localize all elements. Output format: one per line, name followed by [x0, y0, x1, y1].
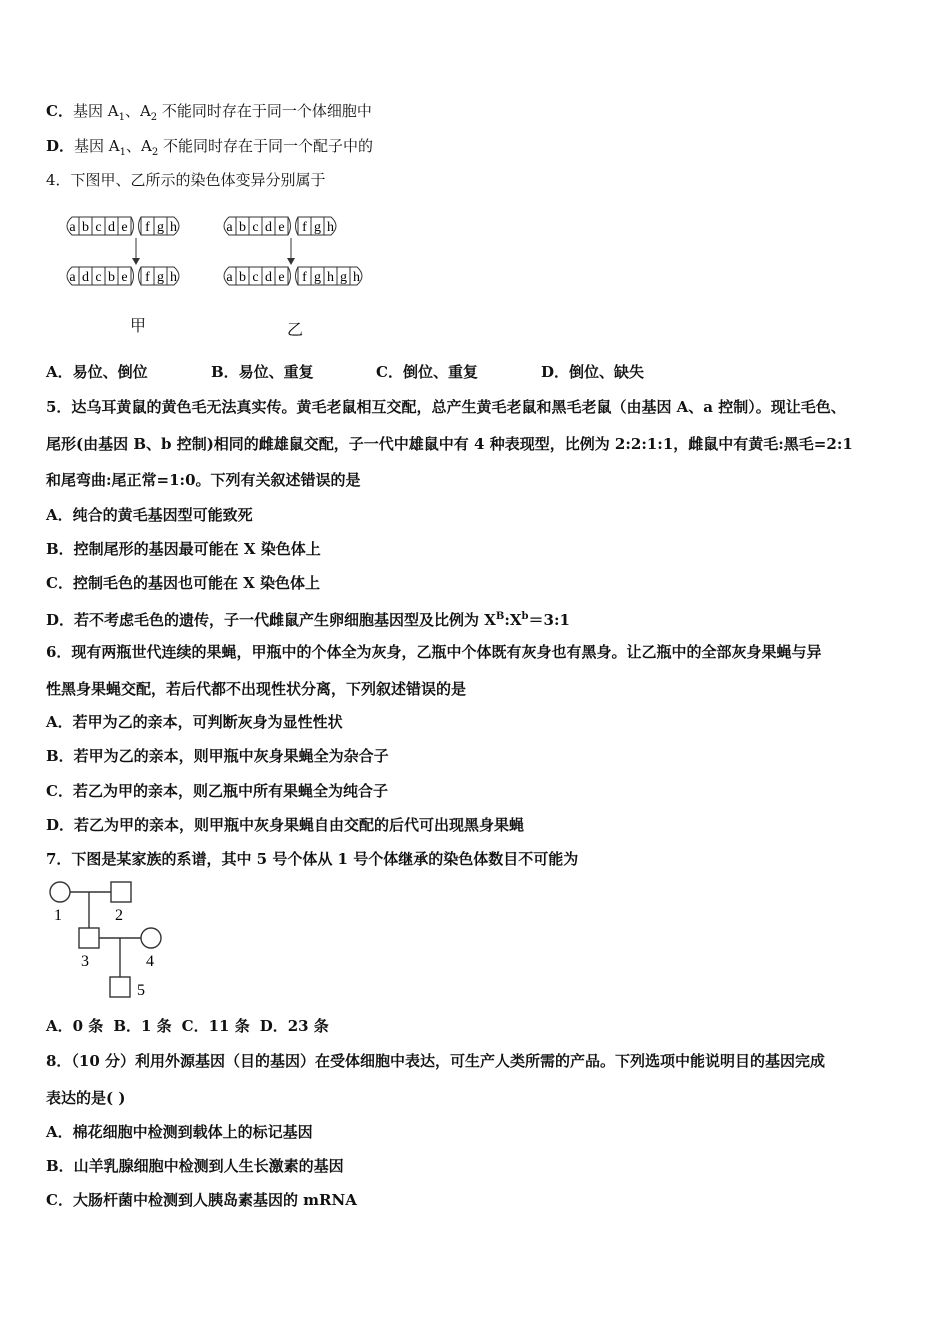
option-letter: D． [46, 137, 75, 155]
q8-option-b: B．山羊乳腺细胞中检测到人生长激素的基因 [46, 1157, 344, 1175]
option-text-pre: 基因 A [72, 102, 119, 120]
q8-option-a: A．棉花细胞中检测到载体上的标记基因 [46, 1123, 313, 1141]
q8-option-c: C．大肠杆菌中检测到人胰岛素基因的 mRNA [46, 1191, 357, 1209]
q4-stem: 4．下图甲、乙所示的染色体变异分别属于 [46, 171, 326, 189]
subscript: 1 [119, 147, 126, 158]
gene-label: f [145, 270, 150, 285]
centromere [288, 267, 298, 285]
gene-label: d [265, 270, 272, 285]
superscript: B [495, 611, 505, 622]
pedigree-label-4: 4 [146, 953, 154, 970]
chromosome-jia-original [67, 217, 179, 235]
q4-option-d: D．倒位、缺失 [541, 363, 645, 381]
q6-stem-line2: 性黑身果蝇交配，若后代都不出现性状分离，下列叙述错误的是 [46, 680, 467, 698]
gene-label: h [170, 270, 177, 285]
gene-label: c [252, 270, 259, 285]
gene-label: g [314, 220, 321, 235]
q4-options [46, 362, 644, 382]
option-text-mid: :X [504, 611, 522, 629]
q6-stem-line1: 6．现有两瓶世代连续的果蝇，甲瓶中的个体全为灰身，乙瓶中个体既有灰身也有黑身。让乙瓶中的全部灰身果蝇与异 [46, 643, 822, 661]
gene-label: f [302, 220, 307, 235]
q5-option-a: A．纯合的黄毛基因型可能致死 [46, 506, 253, 524]
gene-label: a [69, 270, 76, 285]
gene-label: a [226, 220, 233, 235]
chromosome-diagram [60, 208, 400, 298]
q5-option-d [46, 607, 570, 630]
arrowhead-jia [132, 258, 140, 265]
superscript: b [521, 611, 529, 622]
q3-option-c [46, 101, 372, 128]
q6-option-a: A．若甲为乙的亲本，可判断灰身为显性性状 [46, 713, 343, 731]
centromere [131, 267, 141, 285]
chromosome-yi-original [224, 217, 336, 235]
q7-options [46, 1016, 329, 1036]
arrowhead-yi [287, 258, 295, 265]
gene-label: a [226, 270, 233, 285]
gene-label: d [82, 270, 89, 285]
q5-option-b: B．控制尾形的基因最可能在 X 染色体上 [46, 540, 321, 558]
gene-label: b [82, 220, 89, 235]
pedigree-female-1 [50, 882, 70, 902]
q8-stem-line2: 表达的是( ) [46, 1089, 126, 1107]
pedigree-label-5: 5 [137, 982, 145, 999]
gene-label: f [145, 220, 150, 235]
option-letter: C． [46, 102, 73, 120]
pedigree-male-3 [79, 928, 99, 948]
gene-label: f [302, 270, 307, 285]
gene-label: b [239, 220, 246, 235]
option-text-post: 不能同时存在于同一个体细胞中 [157, 102, 372, 120]
q7-option-b: B．1 条 [113, 1017, 172, 1035]
subscript: 2 [151, 147, 159, 158]
label-jia: 甲 [130, 316, 147, 335]
chromosome-yi-mutant [224, 267, 362, 285]
q7-option-d: D．23 条 [259, 1017, 329, 1035]
q4-option-a: A．易位、倒位 [46, 363, 148, 381]
q3-option-d [46, 136, 373, 163]
gene-label: c [252, 220, 259, 235]
gene-label: g [157, 220, 164, 235]
pedigree-female-4 [141, 928, 161, 948]
option-text-post: ＝3:1 [528, 611, 570, 629]
gene-label: g [340, 270, 347, 285]
q5-option-c: C．控制毛色的基因也可能在 X 染色体上 [46, 574, 321, 592]
pedigree-label-3: 3 [81, 953, 89, 970]
option-text-post: 不能同时存在于同一个配子中的 [158, 137, 373, 155]
gene-label: c [95, 270, 102, 285]
gene-label: h [353, 270, 360, 285]
q5-stem-line1: 5．达乌耳黄鼠的黄色毛无法真实传。黄毛老鼠相互交配，总产生黄毛老鼠和黑毛老鼠（由基因 A、a 控制）。现让毛色、 [46, 398, 846, 416]
pedigree-male-5 [110, 977, 130, 997]
option-text-pre: 基因 A [74, 137, 120, 155]
q4-option-c: C．倒位、重复 [376, 363, 478, 381]
q6-option-d: D．若乙为甲的亲本，则甲瓶中灰身果蝇自由交配的后代可出现黑身果蝇 [46, 816, 525, 834]
q5-stem-line2: 尾形(由基因 B、b 控制)相同的雌雄鼠交配，子一代中雄鼠中有 4 种表现型，比例为 2:2:1:1，雌鼠中有黄毛:黑毛=2:1 [46, 435, 853, 453]
gene-label: h [327, 220, 334, 235]
q6-option-c: C．若乙为甲的亲本，则乙瓶中所有果蝇全为纯合子 [46, 782, 388, 800]
q5-stem-line3: 和尾弯曲:尾正常=1:0。下列有关叙述错误的是 [46, 471, 361, 489]
gene-label: g [157, 270, 164, 285]
pedigree-label-2: 2 [115, 907, 123, 924]
centromere [131, 217, 141, 235]
option-text-mid: 、A [124, 102, 151, 120]
gene-label: h [327, 270, 334, 285]
pedigree-male-2 [111, 882, 131, 902]
label-yi: 乙 [287, 320, 304, 339]
gene-label: h [170, 220, 177, 235]
gene-label: e [278, 270, 285, 285]
q4-option-b: B．易位、重复 [211, 363, 314, 381]
q7-option-a: A．0 条 [46, 1017, 104, 1035]
centromere [288, 217, 298, 235]
gene-label: e [278, 220, 285, 235]
gene-label: b [108, 270, 115, 285]
subscript: 2 [150, 112, 158, 123]
pedigree-diagram [44, 878, 169, 1003]
q8-stem-line1: 8．（10 分）利用外源基因（目的基因）在受体细胞中表达，可生产人类所需的产品。下列选项中能说明目的基因完成 [46, 1052, 826, 1070]
q7-option-c: C．11 条 [181, 1017, 250, 1035]
pedigree-label-1: 1 [54, 907, 62, 924]
option-text-mid: 、A [126, 137, 152, 155]
chromosome-jia-mutant [67, 267, 179, 285]
gene-label: e [121, 220, 128, 235]
gene-label: a [69, 220, 76, 235]
gene-label: d [108, 220, 115, 235]
subscript: 1 [118, 112, 125, 123]
q7-stem: 7．下图是某家族的系谱，其中 5 号个体从 1 号个体继承的染色体数目不可能为 [46, 850, 579, 868]
gene-label: c [95, 220, 102, 235]
gene-label: g [314, 270, 321, 285]
gene-label: d [265, 220, 272, 235]
gene-label: e [121, 270, 128, 285]
option-text-pre: D．若不考虑毛色的遗传，子一代雌鼠产生卵细胞基因型及比例为 X [46, 611, 496, 629]
q6-option-b: B．若甲为乙的亲本，则甲瓶中灰身果蝇全为杂合子 [46, 747, 389, 765]
gene-label: b [239, 270, 246, 285]
